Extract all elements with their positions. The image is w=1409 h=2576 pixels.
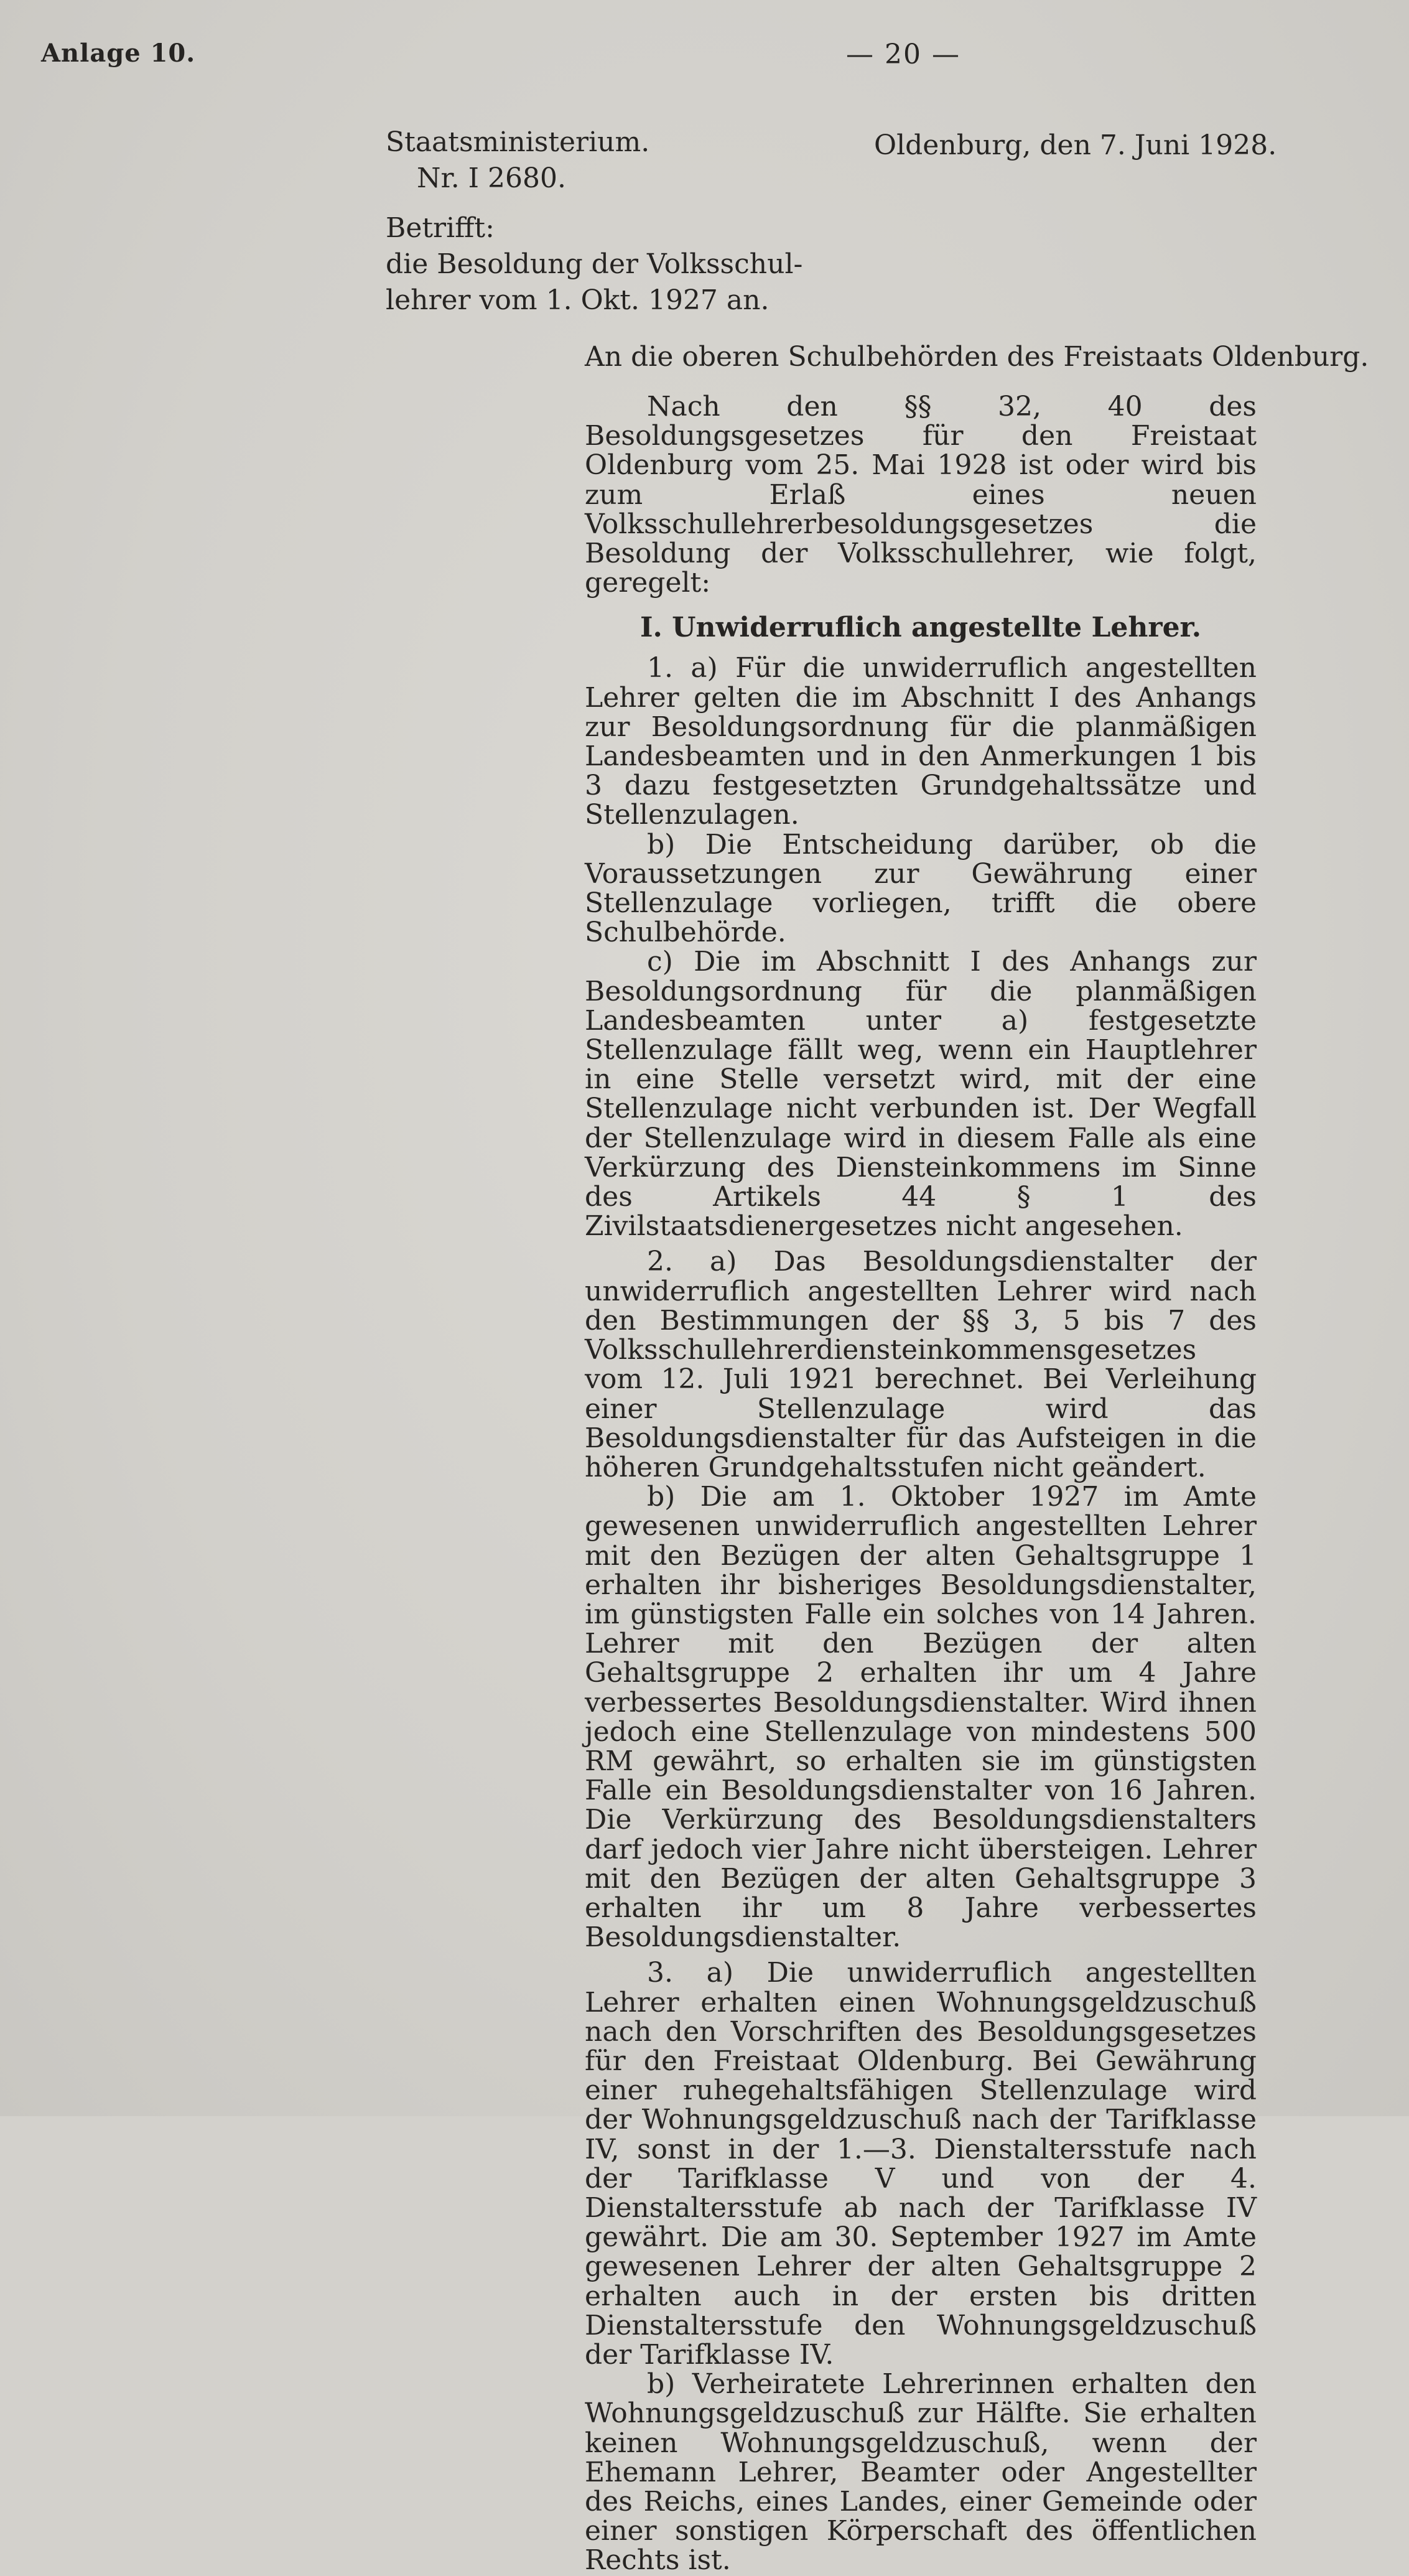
paragraph-3b: b) Verheiratete Lehrerinnen erhalten den Wohnungsgeldzuschuß zur Hälfte. Sie erhalten keinen Wohnungsgeldzuschuß, wenn der Ehemann Lehrer, Beamter oder Angestellter des Reichs, eines Landes, einer Gemeinde oder einer sonstigen Körperschaft des öffentlichen Rechts ist. (585, 2368, 1257, 2576)
intro-paragraph: Nach den §§ 32, 40 des Besoldungsgesetzes für den Freistaat Oldenburg vom 25. Mai 1928 ist oder wird bis zum Erlaß eines neuen Volksschullehrerbesoldungsgesetzes die Besoldung der Volksschullehrer, wie folgt, geregelt: (585, 391, 1257, 599)
paragraph-2a: 2. a) Das Besoldungsdienstalter der unwiderruflich angestellten Lehrer wird nach den Bestimmungen der §§ 3, 5 bis 7 des Volksschullehrerdiensteinkommensgesetzes vom 12. Juli 1921 berechnet. Bei Verleihung einer Stellenzulage wird das Besoldungsdienstalter für das Aufsteigen in die höheren Grundgehaltsstufen nicht geändert. (585, 1246, 1257, 1483)
paragraph-3a: 3. a) Die unwiderruflich angestellten Lehrer erhalten einen Wohnungsgeldzuschuß nach den Vorschriften des Besoldungsgesetzes für den Freistaat Oldenburg. Bei Gewährung einer ruhegehaltsfähigen Stellenzulage wird der Wohnungsgeldzuschuß nach der Tarifklasse IV, sonst in der 1.—3. Dienstaltersstufe nach der Tarifklasse V und von der 4. Dienstaltersstufe ab nach der Tarifklasse IV gewährt. Die am 30. September 1927 im Amte gewesenen Lehrer der alten Gehaltsgruppe 2 erhalten auch in der ersten bis dritten Dienstaltersstufe den Wohnungsgeldzuschuß der Tarifklasse IV. (585, 1957, 1257, 2371)
paragraph-1a: 1. a) Für die unwiderruflich angestellten Lehrer gelten die im Abschnitt I des Anhangs zur Besoldungsordnung für die planmäßigen Landesbeamten und in den Anmerkungen 1 bis 3 dazu festgesetzten Grundgehaltssätze und Stellenzulagen. (585, 652, 1257, 831)
subject-line-2: lehrer vom 1. Okt. 1927 an. (386, 284, 770, 316)
section-heading: I. Unwiderruflich angestellte Lehrer. (639, 612, 1202, 644)
paragraph-1c: c) Die im Abschnitt I des Anhangs zur Besoldungsordnung für die planmäßigen Landesbeamten unter a) festgesetzte Stellenzulage fällt weg, wenn ein Hauptlehrer in eine Stelle versetzt wird, mit der eine Stellenzulage nicht verbunden ist. Der Wegfall der Stellenzulage wird in diesem Falle als eine Verkürzung des Diensteinkommens im Sinne des Artikels 44 § 1 des Zivilstaatsdienergesetzes nicht angesehen. (585, 946, 1257, 1243)
letterhead-block (379, 124, 802, 319)
subject-label: Betrifft: (386, 212, 495, 244)
page-number: — 20 — (846, 39, 960, 70)
annex-label: Anlage 10. (41, 39, 196, 68)
subject-line-1: die Besoldung der Volksschul- (386, 248, 803, 280)
reference-number: Nr. I 2680. (417, 162, 567, 194)
paragraph-2b: b) Die am 1. Oktober 1927 im Amte gewesenen unwiderruflich angestellten Lehrer mit den Bezügen der alten Gehaltsgruppe 1 erhalten ihr bisheriges Besoldungsdienstalter, im günstigsten Falle ein solches von 14 Jahren. Lehrer mit den Bezügen der alten Gehaltsgruppe 2 erhalten ihr um 4 Jahre verbessertes Besoldungsdienstalter. Wird ihnen jedoch eine Stellenzulage von mindestens 500 RM gewährt, so erhalten sie im günstigsten Falle ein Besoldungsdienstalter von 16 Jahren. Die Verkürzung des Besoldungsdienstalters darf jedoch vier Jahre nicht übersteigen. Lehrer mit den Bezügen der alten Gehaltsgruppe 3 erhalten ihr um 8 Jahre verbessertes Besoldungsdienstalter. (585, 1481, 1257, 1954)
letter-body (585, 392, 1257, 2575)
ministry-name: Staatsministerium. (386, 126, 650, 158)
place-date: Oldenburg, den 7. Juni 1928. (874, 129, 1277, 161)
paragraph-1b: b) Die Entscheidung darüber, ob die Voraussetzungen zur Gewährung einer Stellenzulage vorliegen, trifft die obere Schulbehörde. (585, 828, 1257, 949)
addressee: An die oberen Schulbehörden des Freistaats Oldenburg. (585, 341, 1369, 373)
